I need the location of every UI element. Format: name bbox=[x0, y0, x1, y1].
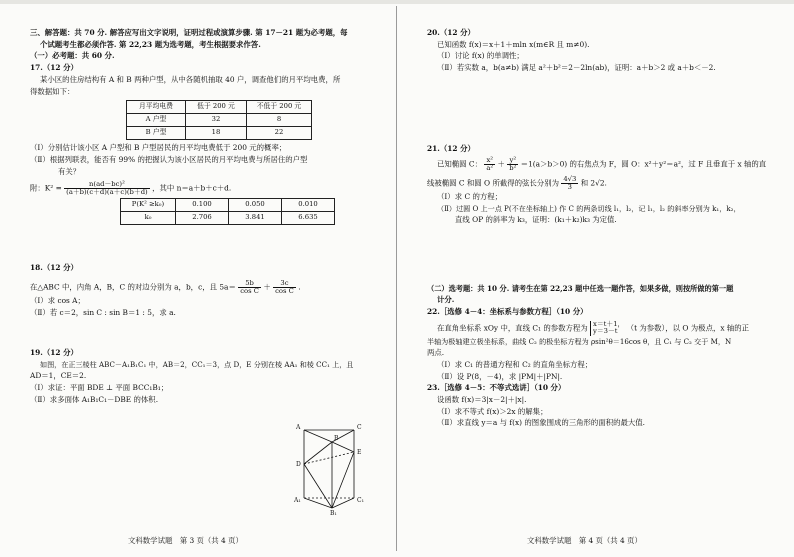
table-cell: 18 bbox=[186, 127, 247, 140]
system-line-1: x＝t＋1， bbox=[593, 319, 625, 328]
q17-critical-table bbox=[120, 198, 335, 225]
table-row bbox=[127, 127, 312, 140]
q21-text-d: 和 2√2. bbox=[580, 178, 607, 188]
table-header-cell: 不低于 200 元 bbox=[247, 101, 312, 114]
q20 bbox=[427, 28, 772, 74]
table-row bbox=[127, 101, 312, 114]
q18-fraction-2 bbox=[273, 280, 296, 295]
q20-number: 20.（12 分） bbox=[427, 28, 475, 37]
q22-part-2: （Ⅱ）设 P(8，－4)，求 |PM|＋|PN|. bbox=[437, 371, 563, 381]
q17-intro-1: 某小区的住房结构有 A 和 B 两种户型，从中各随机抽取 40 户，调查他们的月平均电费，所 bbox=[40, 74, 341, 84]
table-cell: 0.010 bbox=[282, 198, 335, 211]
q18-stem bbox=[30, 280, 383, 295]
page-3-footer: 文科数学试题 第 3 页（共 4 页） bbox=[128, 536, 243, 546]
q22-stem-1 bbox=[427, 321, 772, 336]
q19-part-1: （Ⅰ）求证：平面 BDE ⊥ 平面 BCC₁B₁； bbox=[30, 383, 169, 393]
q17-data-table bbox=[126, 100, 312, 140]
table-cell: A 户型 bbox=[127, 114, 186, 127]
table-cell: 3.841 bbox=[229, 211, 282, 224]
table-cell: 32 bbox=[186, 114, 247, 127]
q18-number: 18.（12 分） bbox=[30, 262, 78, 272]
label-d: D bbox=[296, 461, 301, 468]
q17-intro-2: 得数据如下： bbox=[30, 86, 75, 96]
fraction-denominator: cos C bbox=[275, 286, 294, 295]
table-cell: 2.706 bbox=[176, 211, 229, 224]
q19-part-2: （Ⅱ）求多面体 A₁B₁C₁－DBE 的体积. bbox=[30, 394, 159, 404]
q17-part-2b: 有关？ bbox=[58, 166, 81, 176]
q22 bbox=[427, 307, 772, 382]
q22-text-a: 在直角坐标系 xOy 中，直线 C₁ 的参数方程为 bbox=[437, 323, 588, 333]
prism-figure bbox=[292, 420, 372, 516]
q21-part-2a: （Ⅱ）过圆 O 上一点 P(不在坐标轴上) 作 C 的两条切线 l₁，l₂，记 l₁，l₂ 的斜率分别为 k₁，k₂， bbox=[437, 203, 741, 213]
table-cell: 0.100 bbox=[176, 198, 229, 211]
edge-db1 bbox=[304, 464, 332, 508]
edge-db bbox=[304, 442, 332, 464]
q22-text-d: 两点. bbox=[427, 348, 445, 358]
q22-text-c: 半轴为极轴建立极坐标系，曲线 C₂ 的极坐标方程为 ρsin²θ＝16cos θ，且 C₁ 与 C₂ 交于 M，N bbox=[427, 336, 732, 346]
q22-part-1: （Ⅰ）求 C₁ 的普通方程和 C₂ 的直角坐标方程； bbox=[437, 359, 593, 369]
label-a1: A₁ bbox=[294, 497, 301, 504]
q23 bbox=[427, 383, 772, 429]
q21-part-1: （Ⅰ）求 C 的方程； bbox=[437, 192, 503, 202]
q17-formula bbox=[30, 181, 383, 196]
q21-text-b: ＝1(a＞b＞0) 的右焦点为 F，圆 O：x²＋y²＝a²，过 F 且垂直于 x 轴的直 bbox=[520, 159, 767, 169]
table-row bbox=[121, 211, 335, 224]
formula-numerator: n(ad－bc)² bbox=[64, 181, 150, 189]
table-cell: B 户型 bbox=[127, 127, 186, 140]
label-b: B bbox=[334, 435, 339, 442]
q21-stem-2 bbox=[427, 176, 772, 191]
table-header-cell: 低于 200 元 bbox=[186, 101, 247, 114]
formula-denominator: (a＋b)(c＋d)(a＋c)(b＋d) bbox=[66, 187, 148, 196]
q21 bbox=[427, 144, 772, 226]
q18-fraction-1 bbox=[238, 280, 261, 295]
q21-stem-1 bbox=[427, 157, 772, 172]
q20-text-1: 已知函数 f(x)＝x＋1＋mln x(m∈R 且 m≠0). bbox=[437, 39, 590, 49]
q18-text-a: 在△ABC 中，内角 A，B，C 的对边分别为 a，b，c，且 5a＝ bbox=[30, 282, 236, 292]
section3-heading: 三、解答题：共 70 分. 解答应写出文字说明，证明过程或演算步骤. 第 17－21 题为必考题，每 bbox=[30, 28, 348, 37]
label-a: A bbox=[296, 424, 301, 431]
page-4 bbox=[397, 0, 794, 557]
q23-number: 23.［选修 4－5：不等式选讲］（10 分） bbox=[427, 383, 566, 393]
edge-a1b1 bbox=[304, 498, 332, 508]
q23-part-2: （Ⅱ）求直线 y＝a 与 f(x) 的图象围成的三角形的面积的最大值. bbox=[437, 418, 646, 428]
table-row bbox=[121, 198, 335, 211]
system-line-2: y＝3－t bbox=[593, 327, 618, 336]
q21-fraction-y bbox=[507, 157, 518, 172]
table-cell: k₀ bbox=[121, 211, 176, 224]
required-heading: （一）必考题：共 60 分. bbox=[30, 51, 115, 61]
fraction-denominator: 3 bbox=[567, 183, 572, 192]
fraction-denominator: a² bbox=[486, 163, 494, 172]
fraction-numerator: 3c bbox=[273, 280, 296, 288]
label-c: C bbox=[357, 424, 362, 431]
plus-sign: ＋ bbox=[263, 282, 271, 292]
table-header-cell: 月平均电费 bbox=[127, 101, 186, 114]
q22-number: 22.［选修 4－4：坐标系与参数方程］（10 分） bbox=[427, 307, 588, 317]
fraction-numerator: y² bbox=[507, 157, 518, 165]
fraction-numerator: 4√3 bbox=[563, 174, 577, 183]
q18-part-1: （Ⅰ）求 cos A； bbox=[30, 295, 85, 305]
edge-ab bbox=[304, 430, 332, 442]
fraction-denominator: cos C bbox=[240, 286, 259, 295]
q21-text-a: 已知椭圆 C： bbox=[437, 159, 482, 169]
fraction-numerator: 5b bbox=[238, 280, 261, 288]
q19 bbox=[30, 348, 383, 405]
q21-text-c: 线被椭圆 C 和圆 O 所截得的弦长分别为 bbox=[427, 178, 559, 188]
label-b1: B₁ bbox=[330, 510, 337, 516]
plus-sign: ＋ bbox=[497, 159, 505, 169]
edge-be bbox=[332, 442, 354, 452]
q20-part-2: （Ⅱ）若实数 a，b(a≠b) 满足 a²＋b²＝2－2ln(ab)，证明：a＋b＞2 或 a＋b＜－2. bbox=[437, 63, 716, 73]
q22-text-b: （t 为参数），以 O 为极点，x 轴的正 bbox=[626, 323, 750, 333]
q23-text-1: 设函数 f(x)＝3|x－2|＋|x|. bbox=[437, 394, 527, 404]
table-cell: 0.050 bbox=[229, 198, 282, 211]
page-4-footer: 文科数学试题 第 4 页（共 4 页） bbox=[527, 536, 642, 546]
q21-number: 21.（12 分） bbox=[427, 143, 475, 153]
q19-text-2: AD＝1，CE＝2. bbox=[30, 371, 87, 381]
q21-part-2b: 直线 OP 的斜率为 k₃，证明：(k₁＋k₂)k₃ 为定值. bbox=[455, 215, 617, 225]
formula-fraction bbox=[64, 181, 150, 196]
fraction-denominator: b² bbox=[509, 163, 517, 172]
formula-suffix: ，其中 n＝a＋b＋c＋d. bbox=[152, 183, 232, 193]
table-cell: 6.635 bbox=[282, 211, 335, 224]
q19-text-1: 如图，在正三棱柱 ABC－A₁B₁C₁ 中，AB＝2，CC₁＝3，点 D，E 分别在棱 AA₁ 和棱 CC₁ 上，且 bbox=[40, 360, 354, 370]
q18-text-b: . bbox=[298, 282, 301, 292]
table-cell: P(K² ≥k₀) bbox=[121, 198, 176, 211]
table-cell: 22 bbox=[247, 127, 312, 140]
elective-section bbox=[427, 284, 772, 306]
fraction-numerator: x² bbox=[484, 157, 495, 165]
formula-prefix: 附：K² = bbox=[30, 183, 62, 193]
section3-heading-cont: 个试题考生都必须作答. 第 22,23 题为选考题，考生根据要求作答. bbox=[40, 39, 261, 49]
q21-fraction-x bbox=[484, 157, 495, 172]
q19-number: 19.（12 分） bbox=[30, 348, 78, 358]
q17-number: 17.（12 分） bbox=[30, 63, 78, 73]
q17-part-2a: （Ⅱ）根据列联表，能否有 99% 的把握认为该小区居民的月平均电费与所居住的户型 bbox=[30, 155, 308, 165]
label-e: E bbox=[357, 449, 362, 456]
q18-part-2: （Ⅱ）若 c＝2，sin C : sin B＝1 : 5，求 a. bbox=[30, 307, 176, 317]
q17-part-1: （Ⅰ）分别估计该小区 A 户型和 B 户型居民的月平均电费低于 200 元的概率； bbox=[30, 143, 287, 153]
table-row bbox=[127, 114, 312, 127]
elective-heading-cont: 计分. bbox=[437, 295, 455, 305]
table-cell: 8 bbox=[247, 114, 312, 127]
q20-part-1: （Ⅰ）讨论 f(x) 的单调性； bbox=[437, 51, 524, 61]
q21-fraction-length bbox=[561, 176, 578, 191]
elective-heading: （二）选考题：共 10 分. 请考生在第 22,23 题中任选一题作答，如果多做，则按所做的第一题 bbox=[427, 283, 734, 293]
q23-part-1: （Ⅰ）求不等式 f(x)＞2x 的解集； bbox=[437, 406, 548, 416]
q22-parametric-system bbox=[590, 321, 624, 336]
label-c1: C₁ bbox=[357, 497, 364, 504]
q18 bbox=[30, 263, 383, 318]
